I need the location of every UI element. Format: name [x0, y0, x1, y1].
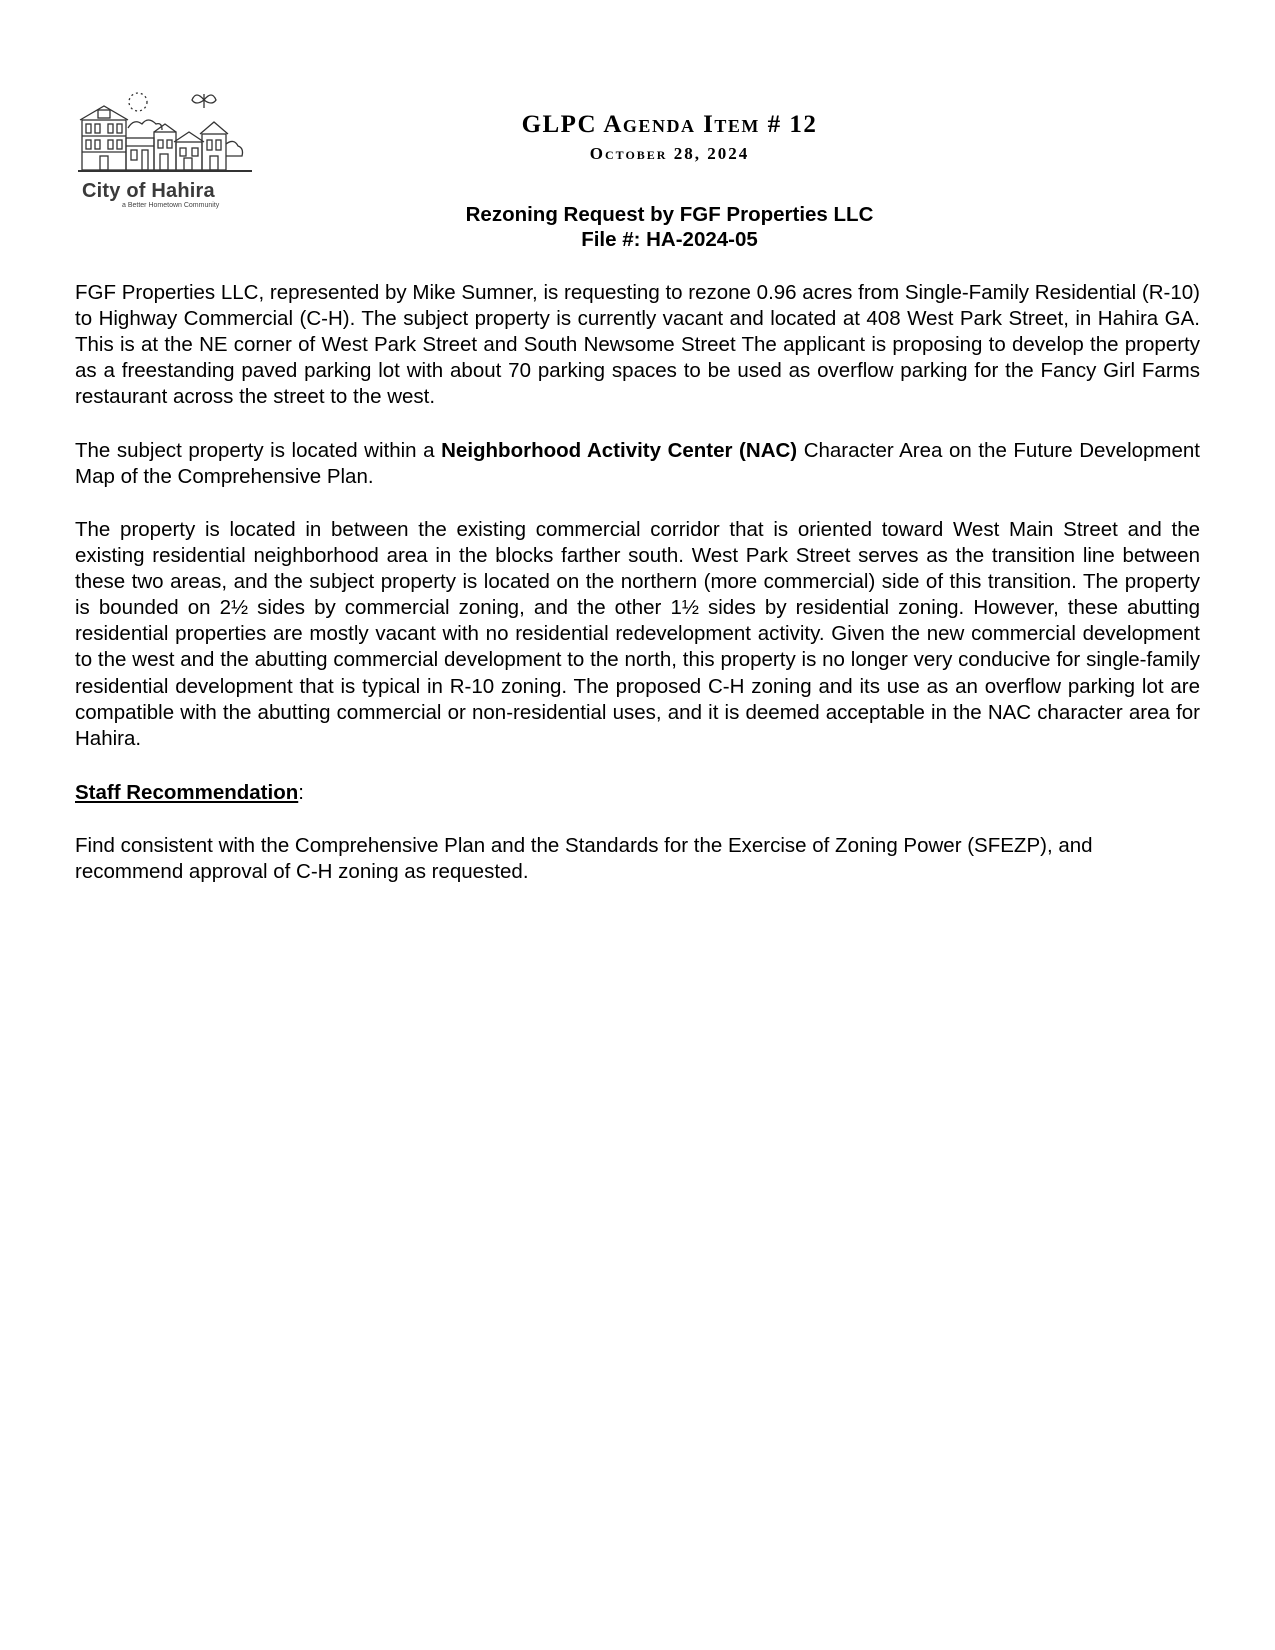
paragraph-text: Character Area on the Future Development Map of the Comprehensive Plan. — [75, 439, 1200, 489]
paragraph-character-area — [75, 438, 1200, 490]
paragraph-recommendation: Find consistent with the Comprehensive Plan and the Standards for the Exercise of Zoning Power (SFEZP), and recommend approval of C-H zoning as requested. — [75, 834, 1093, 884]
agenda-date: October 28, 2024 — [589, 144, 750, 163]
logo-tagline: a Better Hometown Community — [122, 202, 220, 209]
paragraph-request: FGF Properties LLC, represented by Mike Sumner, is requesting to rezone 0.96 acres from Single-Family Residential (R-10) to Highway Commercial (C-H). The subject property is currently vacant and located at 408 West Park Street, in Hahira GA. This is at the NE corner of West Park Street and South Newsome Street The applicant is proposing to develop the property as a freestanding paved parking lot with about 70 parking spaces to be used as overflow parking for the Fancy Girl Farms restaurant across the street to the west. — [75, 281, 1200, 409]
agenda-item-title: GLPC Agenda Item # 12 — [521, 111, 818, 138]
subject-line: Rezoning Request by FGF Properties LLC — [465, 203, 874, 226]
paragraph-analysis: The property is located in between the existing commercial corridor that is oriented toward West Main Street and the existing residential neighborhood area in the blocks farther south. West Park Street serves as the transition line between these two areas, and the subject property is located on the northern (more commercial) side of this transition. The property is bounded on 2½ sides by commercial zoning, and the other 1½ sides by residential zoning. However, these abutting residential properties are mostly vacant with no residential redevelopment activity. Given the new commercial development to the west and the abutting commercial development to the north, this property is no longer very conducive for single-family residential development that is typical in R-10 zoning. The proposed C-H zoning and its use as an overflow parking lot are compatible with the abutting commercial or non-residential uses, and it is deemed acceptable in the NAC character area for Hahira. — [75, 518, 1200, 750]
recommendation-heading — [75, 780, 304, 806]
recommendation-colon: : — [298, 781, 304, 804]
paragraph-text: The subject property is located within a — [75, 439, 442, 462]
recommendation-heading-text: Staff Recommendation — [75, 781, 299, 804]
character-area-name: Neighborhood Activity Center (NAC) — [441, 439, 798, 462]
file-number: File #: HA-2024-05 — [581, 228, 758, 251]
logo-city-name: City of Hahira — [82, 180, 215, 202]
document-subject — [0, 202, 1275, 252]
